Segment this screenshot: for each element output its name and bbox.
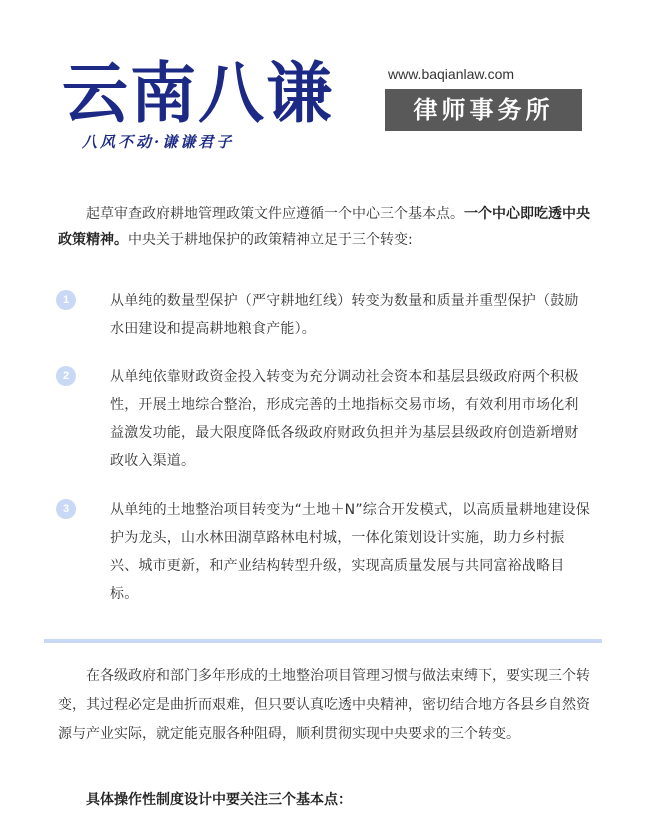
firm-logo: 云南八谦 [62,54,334,132]
outro-paragraph: 在各级政府和部门多年形成的土地整治项目管理习惯与做法束缚下，要实现三个转变，其过程必定是曲折而艰难，但只要认真吃透中央精神，密切结合地方各县乡自然资源与产业实际，就定能克服各种阻碍，顺利贯彻实现中央要求的三个转变。 [58,668,590,742]
list-item-text: 从单纯依靠财政资金投入转变为充分调动社会资本和基层县级政府两个积极性，开展土地综合整治，形成完善的土地指标交易市场，有效利用市场化利益激发功能，最大限度降低各级政府财政负担并为基层县级政府创造新增财政收入渠道。 [110,369,579,469]
website-url[interactable]: www.baqianlaw.com [388,66,515,82]
intro-text-1: 起草审查政府耕地管理政策文件应遵循一个中心三个基本点。 [86,206,464,222]
list-item-text: 从单纯的土地整治项目转变为“土地＋N”综合开发模式，以高质量耕地建设保护为龙头，山水林田湖草路林电村城，一体化策划设计实施，助力乡村振兴、城市更新，和产业结构转型升级，实现高质量发展与共同富裕战略目标。 [110,502,590,602]
firm-label-box: 律师事务所 [385,89,582,131]
intro-text-2: 中央关于耕地保护的政策精神立足于三个转变: [128,232,413,248]
number-badge: 1 [56,290,76,310]
header [0,0,647,160]
firm-tagline: 八风不动·谦谦君子 [82,133,235,151]
intro-paragraph [58,201,590,253]
number-badge: 3 [56,499,76,519]
list-item-text: 从单纯的数量型保护（严守耕地红线）转变为数量和质量并重型保护（鼓励水田建设和提高耕地粮食产能）。 [110,293,579,337]
intro-bold-text: 一个中心即吃透中央政策精神。 [58,206,590,248]
section-divider [44,639,602,643]
section-subheading: 具体操作性制度设计中要关注三个基本点： [86,792,352,808]
number-badge: 2 [56,366,76,386]
